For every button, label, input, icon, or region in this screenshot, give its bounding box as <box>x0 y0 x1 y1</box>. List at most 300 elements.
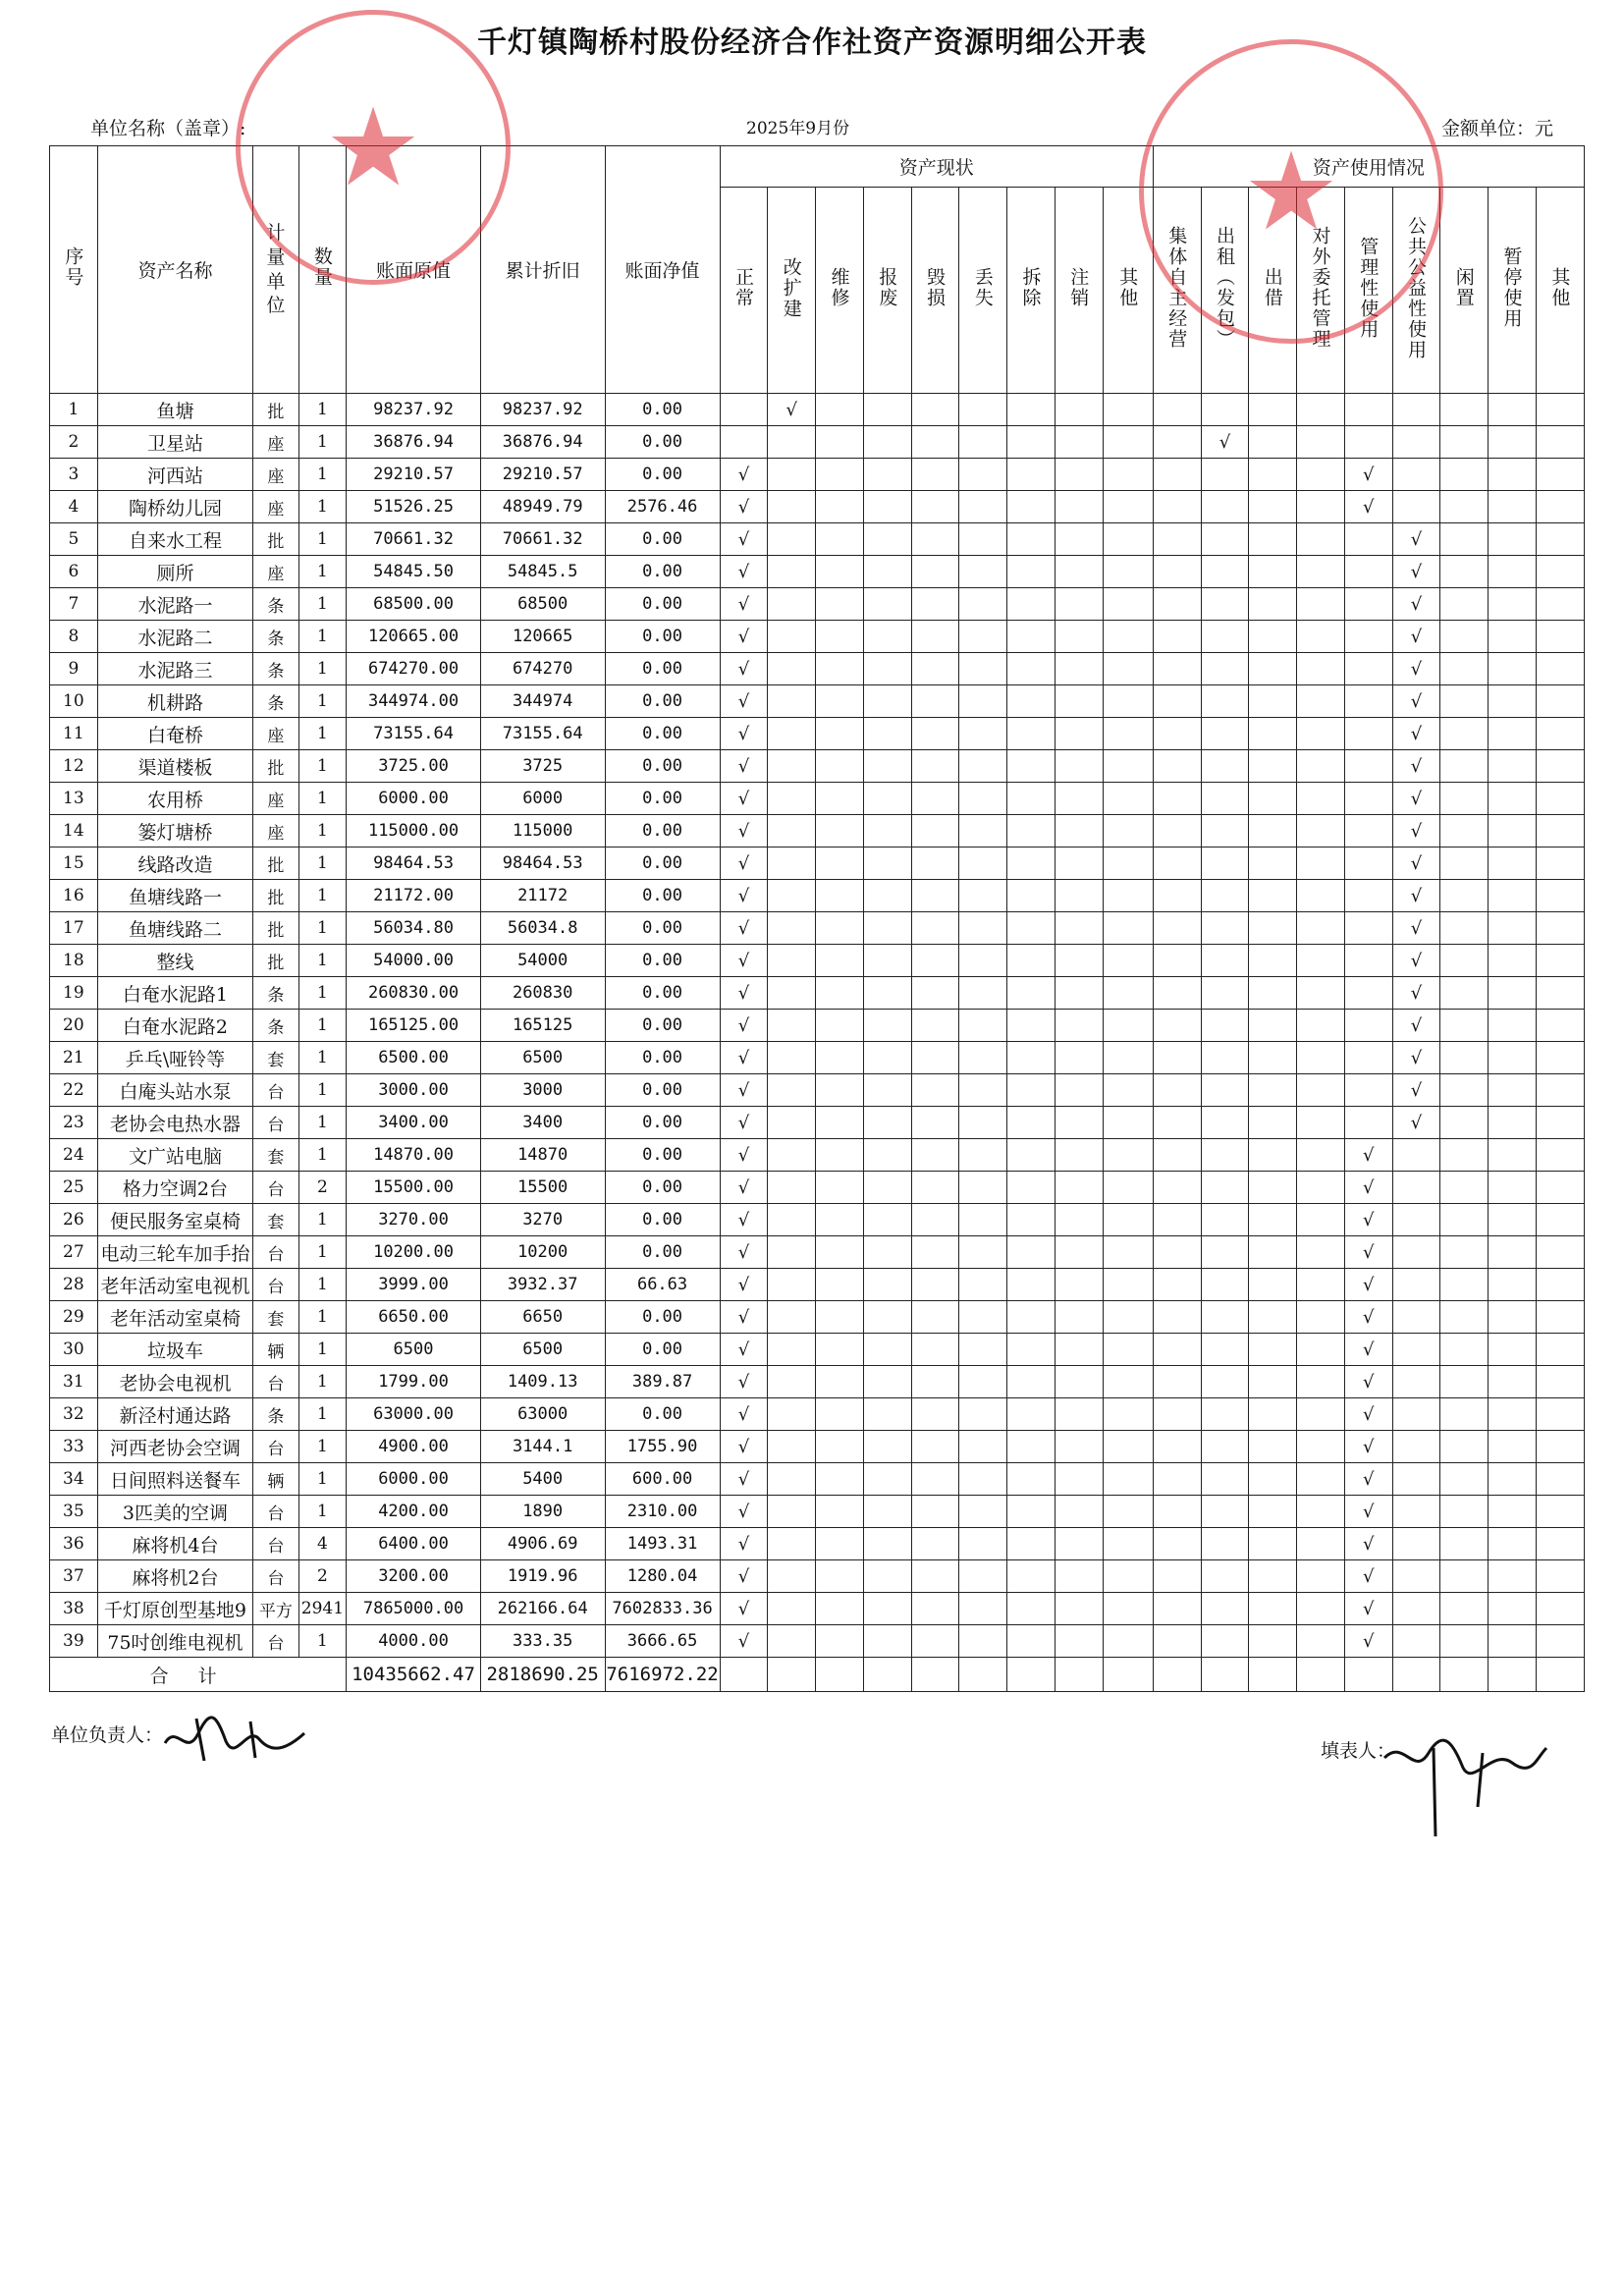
quantity-cell: 1 <box>298 459 347 491</box>
table-row <box>50 1010 1585 1042</box>
accumulated-depreciation: 3270 <box>480 1204 605 1236</box>
original-value: 21172.00 <box>347 880 481 912</box>
table-row <box>50 653 1585 685</box>
original-value: 4900.00 <box>347 1431 481 1463</box>
usage-check-mark: √ <box>1392 783 1440 815</box>
net-value: 0.00 <box>605 1042 720 1074</box>
usage-check-mark: √ <box>1344 1139 1392 1172</box>
net-value: 0.00 <box>605 1074 720 1107</box>
unit-cell: 座 <box>253 426 298 459</box>
usage-check-mark: √ <box>1392 653 1440 685</box>
table-row <box>50 880 1585 912</box>
asset-name: 老年活动室桌椅 <box>97 1301 252 1334</box>
usage-check-mark: √ <box>1392 750 1440 783</box>
asset-name: 整线 <box>97 945 252 977</box>
usage-check-mark: √ <box>1392 912 1440 945</box>
table-row <box>50 394 1585 426</box>
net-value: 389.87 <box>605 1366 720 1398</box>
quantity-cell: 1 <box>298 1010 347 1042</box>
accumulated-depreciation: 73155.64 <box>480 718 605 750</box>
status-check-mark: √ <box>720 1074 768 1107</box>
original-value: 4000.00 <box>347 1625 481 1658</box>
status-col-header: 改扩建 <box>768 188 816 394</box>
table-row <box>50 459 1585 491</box>
asset-name: 麻将机2台 <box>97 1560 252 1593</box>
usage-check-mark: √ <box>1344 1334 1392 1366</box>
usage-check-mark: √ <box>1344 1560 1392 1593</box>
quantity-cell: 1 <box>298 815 347 847</box>
quantity-cell: 1 <box>298 685 347 718</box>
report-month: 2025年9月份 <box>746 119 850 138</box>
net-value: 0.00 <box>605 880 720 912</box>
usage-col-header: 暂停使用 <box>1489 188 1537 394</box>
usage-col-header: 出租（发包） <box>1201 188 1249 394</box>
quantity-cell: 1 <box>298 1236 347 1269</box>
original-value: 3999.00 <box>347 1269 481 1301</box>
usage-group-header: 资产使用情况 <box>1153 146 1584 188</box>
net-value: 0.00 <box>605 815 720 847</box>
unit-cell: 座 <box>253 783 298 815</box>
status-check-mark: √ <box>768 394 816 426</box>
table-row <box>50 1398 1585 1431</box>
accumulated-depreciation: 70661.32 <box>480 523 605 556</box>
accumulated-depreciation: 15500 <box>480 1172 605 1204</box>
quantity-cell: 1 <box>298 1204 347 1236</box>
usage-check-mark: √ <box>1344 1463 1392 1496</box>
asset-name: 水泥路二 <box>97 621 252 653</box>
status-col-header: 报废 <box>863 188 911 394</box>
status-col-header: 维修 <box>816 188 864 394</box>
status-check-mark: √ <box>720 523 768 556</box>
row-number: 12 <box>50 750 98 783</box>
accumulated-depreciation: 54845.5 <box>480 556 605 588</box>
usage-check-mark: √ <box>1344 1625 1392 1658</box>
usage-check-mark: √ <box>1344 1236 1392 1269</box>
row-number: 35 <box>50 1496 98 1528</box>
usage-check-mark: √ <box>1344 491 1392 523</box>
status-check-mark: √ <box>720 718 768 750</box>
asset-name: 麻将机4台 <box>97 1528 252 1560</box>
status-col-header: 拆除 <box>1007 188 1056 394</box>
net-value: 0.00 <box>605 912 720 945</box>
usage-check-mark: √ <box>1344 1496 1392 1528</box>
quantity-cell: 4 <box>298 1528 347 1560</box>
unit-cell: 批 <box>253 750 298 783</box>
table-row <box>50 1334 1585 1366</box>
table-row <box>50 815 1585 847</box>
usage-check-mark: √ <box>1392 880 1440 912</box>
quantity-cell: 1 <box>298 556 347 588</box>
accumulated-depreciation: 120665 <box>480 621 605 653</box>
money-unit-label: 金额单位：元 <box>1441 118 1554 139</box>
quantity-cell: 1 <box>298 1431 347 1463</box>
net-value: 0.00 <box>605 459 720 491</box>
net-value: 7602833.36 <box>605 1593 720 1625</box>
seal-star-icon: ★ <box>1242 129 1340 254</box>
accumulated-depreciation: 165125 <box>480 1010 605 1042</box>
table-row <box>50 945 1585 977</box>
quantity-cell: 1 <box>298 750 347 783</box>
row-number: 18 <box>50 945 98 977</box>
usage-check-mark: √ <box>1344 1301 1392 1334</box>
unit-cell: 条 <box>253 1010 298 1042</box>
quantity-cell: 1 <box>298 1301 347 1334</box>
status-check-mark: √ <box>720 815 768 847</box>
status-check-mark: √ <box>720 1269 768 1301</box>
table-row <box>50 1107 1585 1139</box>
asset-name: 便民服务室桌椅 <box>97 1204 252 1236</box>
total-depr: 2818690.25 <box>480 1658 605 1692</box>
unit-cell: 批 <box>253 880 298 912</box>
row-number: 4 <box>50 491 98 523</box>
status-col-header: 毁损 <box>911 188 959 394</box>
row-number: 21 <box>50 1042 98 1074</box>
original-value: 6000.00 <box>347 1463 481 1496</box>
usage-check-mark: √ <box>1392 847 1440 880</box>
accumulated-depreciation: 3725 <box>480 750 605 783</box>
total-net: 7616972.22 <box>605 1658 720 1692</box>
asset-name: 千灯原创型基地9 <box>97 1593 252 1625</box>
row-number: 37 <box>50 1560 98 1593</box>
asset-name: 电动三轮车加手抬 <box>97 1236 252 1269</box>
status-check-mark: √ <box>720 945 768 977</box>
table-row <box>50 1625 1585 1658</box>
net-value: 0.00 <box>605 1010 720 1042</box>
original-value: 3000.00 <box>347 1074 481 1107</box>
asset-name: 白奄水泥路1 <box>97 977 252 1010</box>
usage-check-mark: √ <box>1344 1172 1392 1204</box>
status-check-mark: √ <box>720 1431 768 1463</box>
row-number: 13 <box>50 783 98 815</box>
original-value: 73155.64 <box>347 718 481 750</box>
net-value: 0.00 <box>605 847 720 880</box>
row-number: 16 <box>50 880 98 912</box>
accumulated-depreciation: 36876.94 <box>480 426 605 459</box>
net-value: 0.00 <box>605 1334 720 1366</box>
status-check-mark: √ <box>720 653 768 685</box>
net-value: 600.00 <box>605 1463 720 1496</box>
net-value: 0.00 <box>605 945 720 977</box>
row-number: 39 <box>50 1625 98 1658</box>
accumulated-depreciation: 3932.37 <box>480 1269 605 1301</box>
status-check-mark: √ <box>720 1172 768 1204</box>
unit-cell: 批 <box>253 523 298 556</box>
status-col-header: 注销 <box>1055 188 1103 394</box>
table-row <box>50 783 1585 815</box>
usage-col-header: 公共公益性使用 <box>1392 188 1440 394</box>
original-value: 29210.57 <box>347 459 481 491</box>
table-row <box>50 1593 1585 1625</box>
original-value: 6500 <box>347 1334 481 1366</box>
net-value: 0.00 <box>605 556 720 588</box>
unit-cell: 座 <box>253 556 298 588</box>
row-number: 36 <box>50 1528 98 1560</box>
status-check-mark: √ <box>720 685 768 718</box>
accumulated-depreciation: 262166.64 <box>480 1593 605 1625</box>
asset-name: 鱼塘线路二 <box>97 912 252 945</box>
table-row <box>50 1172 1585 1204</box>
original-value: 115000.00 <box>347 815 481 847</box>
row-number: 14 <box>50 815 98 847</box>
status-check-mark: √ <box>720 912 768 945</box>
status-check-mark: √ <box>720 588 768 621</box>
unit-cell: 批 <box>253 912 298 945</box>
net-value: 2576.46 <box>605 491 720 523</box>
accumulated-depreciation: 56034.8 <box>480 912 605 945</box>
accumulated-depreciation: 98237.92 <box>480 394 605 426</box>
accumulated-depreciation: 21172 <box>480 880 605 912</box>
status-check-mark: √ <box>720 1463 768 1496</box>
total-label: 合计 <box>50 1658 347 1692</box>
usage-check-mark: √ <box>1344 1431 1392 1463</box>
quantity-cell: 1 <box>298 1074 347 1107</box>
asset-name: 格力空调2台 <box>97 1172 252 1204</box>
unit-cell: 条 <box>253 977 298 1010</box>
asset-name: 老协会电视机 <box>97 1366 252 1398</box>
usage-check-mark: √ <box>1392 815 1440 847</box>
net-value: 0.00 <box>605 523 720 556</box>
accumulated-depreciation: 1919.96 <box>480 1560 605 1593</box>
usage-col-header: 集体自主经营 <box>1153 188 1201 394</box>
asset-name: 鱼塘 <box>97 394 252 426</box>
quantity-cell: 1 <box>298 1463 347 1496</box>
status-check-mark: √ <box>720 621 768 653</box>
asset-name: 水泥路一 <box>97 588 252 621</box>
quantity-cell: 1 <box>298 912 347 945</box>
unit-cell: 辆 <box>253 1334 298 1366</box>
row-number: 5 <box>50 523 98 556</box>
table-row <box>50 1074 1585 1107</box>
status-check-mark: √ <box>720 1398 768 1431</box>
original-value: 3270.00 <box>347 1204 481 1236</box>
usage-check-mark: √ <box>1344 1269 1392 1301</box>
quantity-cell: 1 <box>298 783 347 815</box>
page-title: 千灯镇陶桥村股份经济合作社资产资源明细公开表 <box>477 26 1147 60</box>
table-row <box>50 1366 1585 1398</box>
original-value: 15500.00 <box>347 1172 481 1204</box>
unit-cell: 台 <box>253 1269 298 1301</box>
status-col-header: 丢失 <box>959 188 1007 394</box>
row-number: 10 <box>50 685 98 718</box>
asset-name: 白奄桥 <box>97 718 252 750</box>
quantity-cell: 2941 <box>298 1593 347 1625</box>
quantity-cell: 2 <box>298 1560 347 1593</box>
accumulated-depreciation: 4906.69 <box>480 1528 605 1560</box>
col-orig-header: 账面原值 <box>347 146 481 394</box>
usage-check-mark: √ <box>1392 1042 1440 1074</box>
accumulated-depreciation: 3144.1 <box>480 1431 605 1463</box>
status-check-mark: √ <box>720 1366 768 1398</box>
row-number: 11 <box>50 718 98 750</box>
asset-name: 75吋创维电视机 <box>97 1625 252 1658</box>
original-value: 70661.32 <box>347 523 481 556</box>
net-value: 66.63 <box>605 1269 720 1301</box>
asset-name: 文广站电脑 <box>97 1139 252 1172</box>
quantity-cell: 1 <box>298 653 347 685</box>
accumulated-depreciation: 5400 <box>480 1463 605 1496</box>
total-orig: 10435662.47 <box>347 1658 481 1692</box>
asset-table <box>49 145 1585 1692</box>
accumulated-depreciation: 48949.79 <box>480 491 605 523</box>
status-check-mark: √ <box>720 977 768 1010</box>
accumulated-depreciation: 1890 <box>480 1496 605 1528</box>
accumulated-depreciation: 10200 <box>480 1236 605 1269</box>
quantity-cell: 1 <box>298 718 347 750</box>
col-unit-header: 计量单位 <box>253 146 298 394</box>
table-row <box>50 1042 1585 1074</box>
net-value: 3666.65 <box>605 1625 720 1658</box>
asset-name: 河西老协会空调 <box>97 1431 252 1463</box>
unit-cell: 座 <box>253 459 298 491</box>
net-value: 0.00 <box>605 1398 720 1431</box>
unit-cell: 套 <box>253 1042 298 1074</box>
status-col-header: 正常 <box>720 188 768 394</box>
row-number: 23 <box>50 1107 98 1139</box>
original-value: 54845.50 <box>347 556 481 588</box>
accumulated-depreciation: 6650 <box>480 1301 605 1334</box>
accumulated-depreciation: 6500 <box>480 1042 605 1074</box>
quantity-cell: 1 <box>298 880 347 912</box>
accumulated-depreciation: 3400 <box>480 1107 605 1139</box>
unit-name-label: 单位名称（盖章）: <box>90 118 246 139</box>
usage-check-mark: √ <box>1344 1398 1392 1431</box>
accumulated-depreciation: 14870 <box>480 1139 605 1172</box>
asset-name: 陶桥幼儿园 <box>97 491 252 523</box>
unit-cell: 批 <box>253 847 298 880</box>
table-row <box>50 621 1585 653</box>
cooperative-seal <box>236 10 511 285</box>
accumulated-depreciation: 54000 <box>480 945 605 977</box>
net-value: 1755.90 <box>605 1431 720 1463</box>
original-value: 51526.25 <box>347 491 481 523</box>
net-value: 0.00 <box>605 977 720 1010</box>
usage-check-mark: √ <box>1392 588 1440 621</box>
status-check-mark: √ <box>720 1496 768 1528</box>
quantity-cell: 1 <box>298 1625 347 1658</box>
quantity-cell: 1 <box>298 945 347 977</box>
asset-name: 老协会电热水器 <box>97 1107 252 1139</box>
accumulated-depreciation: 6000 <box>480 783 605 815</box>
table-row <box>50 1139 1585 1172</box>
quantity-cell: 1 <box>298 847 347 880</box>
original-value: 4200.00 <box>347 1496 481 1528</box>
quantity-cell: 1 <box>298 1269 347 1301</box>
original-value: 1799.00 <box>347 1366 481 1398</box>
table-row <box>50 718 1585 750</box>
net-value: 0.00 <box>605 1204 720 1236</box>
table-row <box>50 1269 1585 1301</box>
asset-name: 线路改造 <box>97 847 252 880</box>
usage-check-mark: √ <box>1392 523 1440 556</box>
status-check-mark: √ <box>720 1139 768 1172</box>
table-row <box>50 1204 1585 1236</box>
col-depr-header: 累计折旧 <box>480 146 605 394</box>
table-row <box>50 1236 1585 1269</box>
responsible-signature <box>157 1704 314 1773</box>
asset-name: 渠道楼板 <box>97 750 252 783</box>
asset-name: 自来水工程 <box>97 523 252 556</box>
usage-col-header: 出借 <box>1249 188 1297 394</box>
accumulated-depreciation: 1409.13 <box>480 1366 605 1398</box>
accumulated-depreciation: 115000 <box>480 815 605 847</box>
asset-name: 新泾村通达路 <box>97 1398 252 1431</box>
net-value: 0.00 <box>605 685 720 718</box>
usage-check-mark: √ <box>1344 1366 1392 1398</box>
unit-cell: 条 <box>253 653 298 685</box>
row-number: 27 <box>50 1236 98 1269</box>
net-value: 0.00 <box>605 621 720 653</box>
unit-cell: 台 <box>253 1107 298 1139</box>
table-row <box>50 556 1585 588</box>
unit-cell: 条 <box>253 685 298 718</box>
unit-cell: 台 <box>253 1560 298 1593</box>
quantity-cell: 2 <box>298 1172 347 1204</box>
col-seq-header: 序号 <box>50 146 98 394</box>
accumulated-depreciation: 344974 <box>480 685 605 718</box>
unit-cell: 台 <box>253 1431 298 1463</box>
row-number: 15 <box>50 847 98 880</box>
original-value: 260830.00 <box>347 977 481 1010</box>
status-check-mark: √ <box>720 1334 768 1366</box>
status-check-mark: √ <box>720 1042 768 1074</box>
unit-cell: 座 <box>253 718 298 750</box>
original-value: 10200.00 <box>347 1236 481 1269</box>
status-col-header: 其他 <box>1103 188 1153 394</box>
unit-cell: 辆 <box>253 1463 298 1496</box>
supervision-seal <box>1139 39 1443 344</box>
net-value: 0.00 <box>605 394 720 426</box>
quantity-cell: 1 <box>298 621 347 653</box>
asset-name: 3匹美的空调 <box>97 1496 252 1528</box>
unit-cell: 台 <box>253 1366 298 1398</box>
original-value: 63000.00 <box>347 1398 481 1431</box>
quantity-cell: 1 <box>298 1334 347 1366</box>
quantity-cell: 1 <box>298 1496 347 1528</box>
row-number: 7 <box>50 588 98 621</box>
unit-cell: 台 <box>253 1172 298 1204</box>
net-value: 0.00 <box>605 1301 720 1334</box>
row-number: 8 <box>50 621 98 653</box>
usage-col-header: 管理性使用 <box>1344 188 1392 394</box>
col-net-header: 账面净值 <box>605 146 720 394</box>
asset-name: 垃圾车 <box>97 1334 252 1366</box>
quantity-cell: 1 <box>298 588 347 621</box>
asset-name: 白庵头站水泵 <box>97 1074 252 1107</box>
usage-check-mark: √ <box>1392 556 1440 588</box>
original-value: 344974.00 <box>347 685 481 718</box>
row-number: 20 <box>50 1010 98 1042</box>
row-number: 19 <box>50 977 98 1010</box>
net-value: 2310.00 <box>605 1496 720 1528</box>
original-value: 68500.00 <box>347 588 481 621</box>
net-value: 0.00 <box>605 1236 720 1269</box>
quantity-cell: 1 <box>298 1139 347 1172</box>
row-number: 25 <box>50 1172 98 1204</box>
usage-check-mark: √ <box>1392 1107 1440 1139</box>
unit-cell: 套 <box>253 1204 298 1236</box>
original-value: 6500.00 <box>347 1042 481 1074</box>
asset-name: 厕所 <box>97 556 252 588</box>
original-value: 165125.00 <box>347 1010 481 1042</box>
seal-star-icon: ★ <box>324 84 422 210</box>
original-value: 120665.00 <box>347 621 481 653</box>
status-check-mark: √ <box>720 783 768 815</box>
asset-name: 乒乓\哑铃等 <box>97 1042 252 1074</box>
table-row <box>50 1463 1585 1496</box>
table-row <box>50 523 1585 556</box>
table-row <box>50 977 1585 1010</box>
usage-check-mark: √ <box>1344 1528 1392 1560</box>
